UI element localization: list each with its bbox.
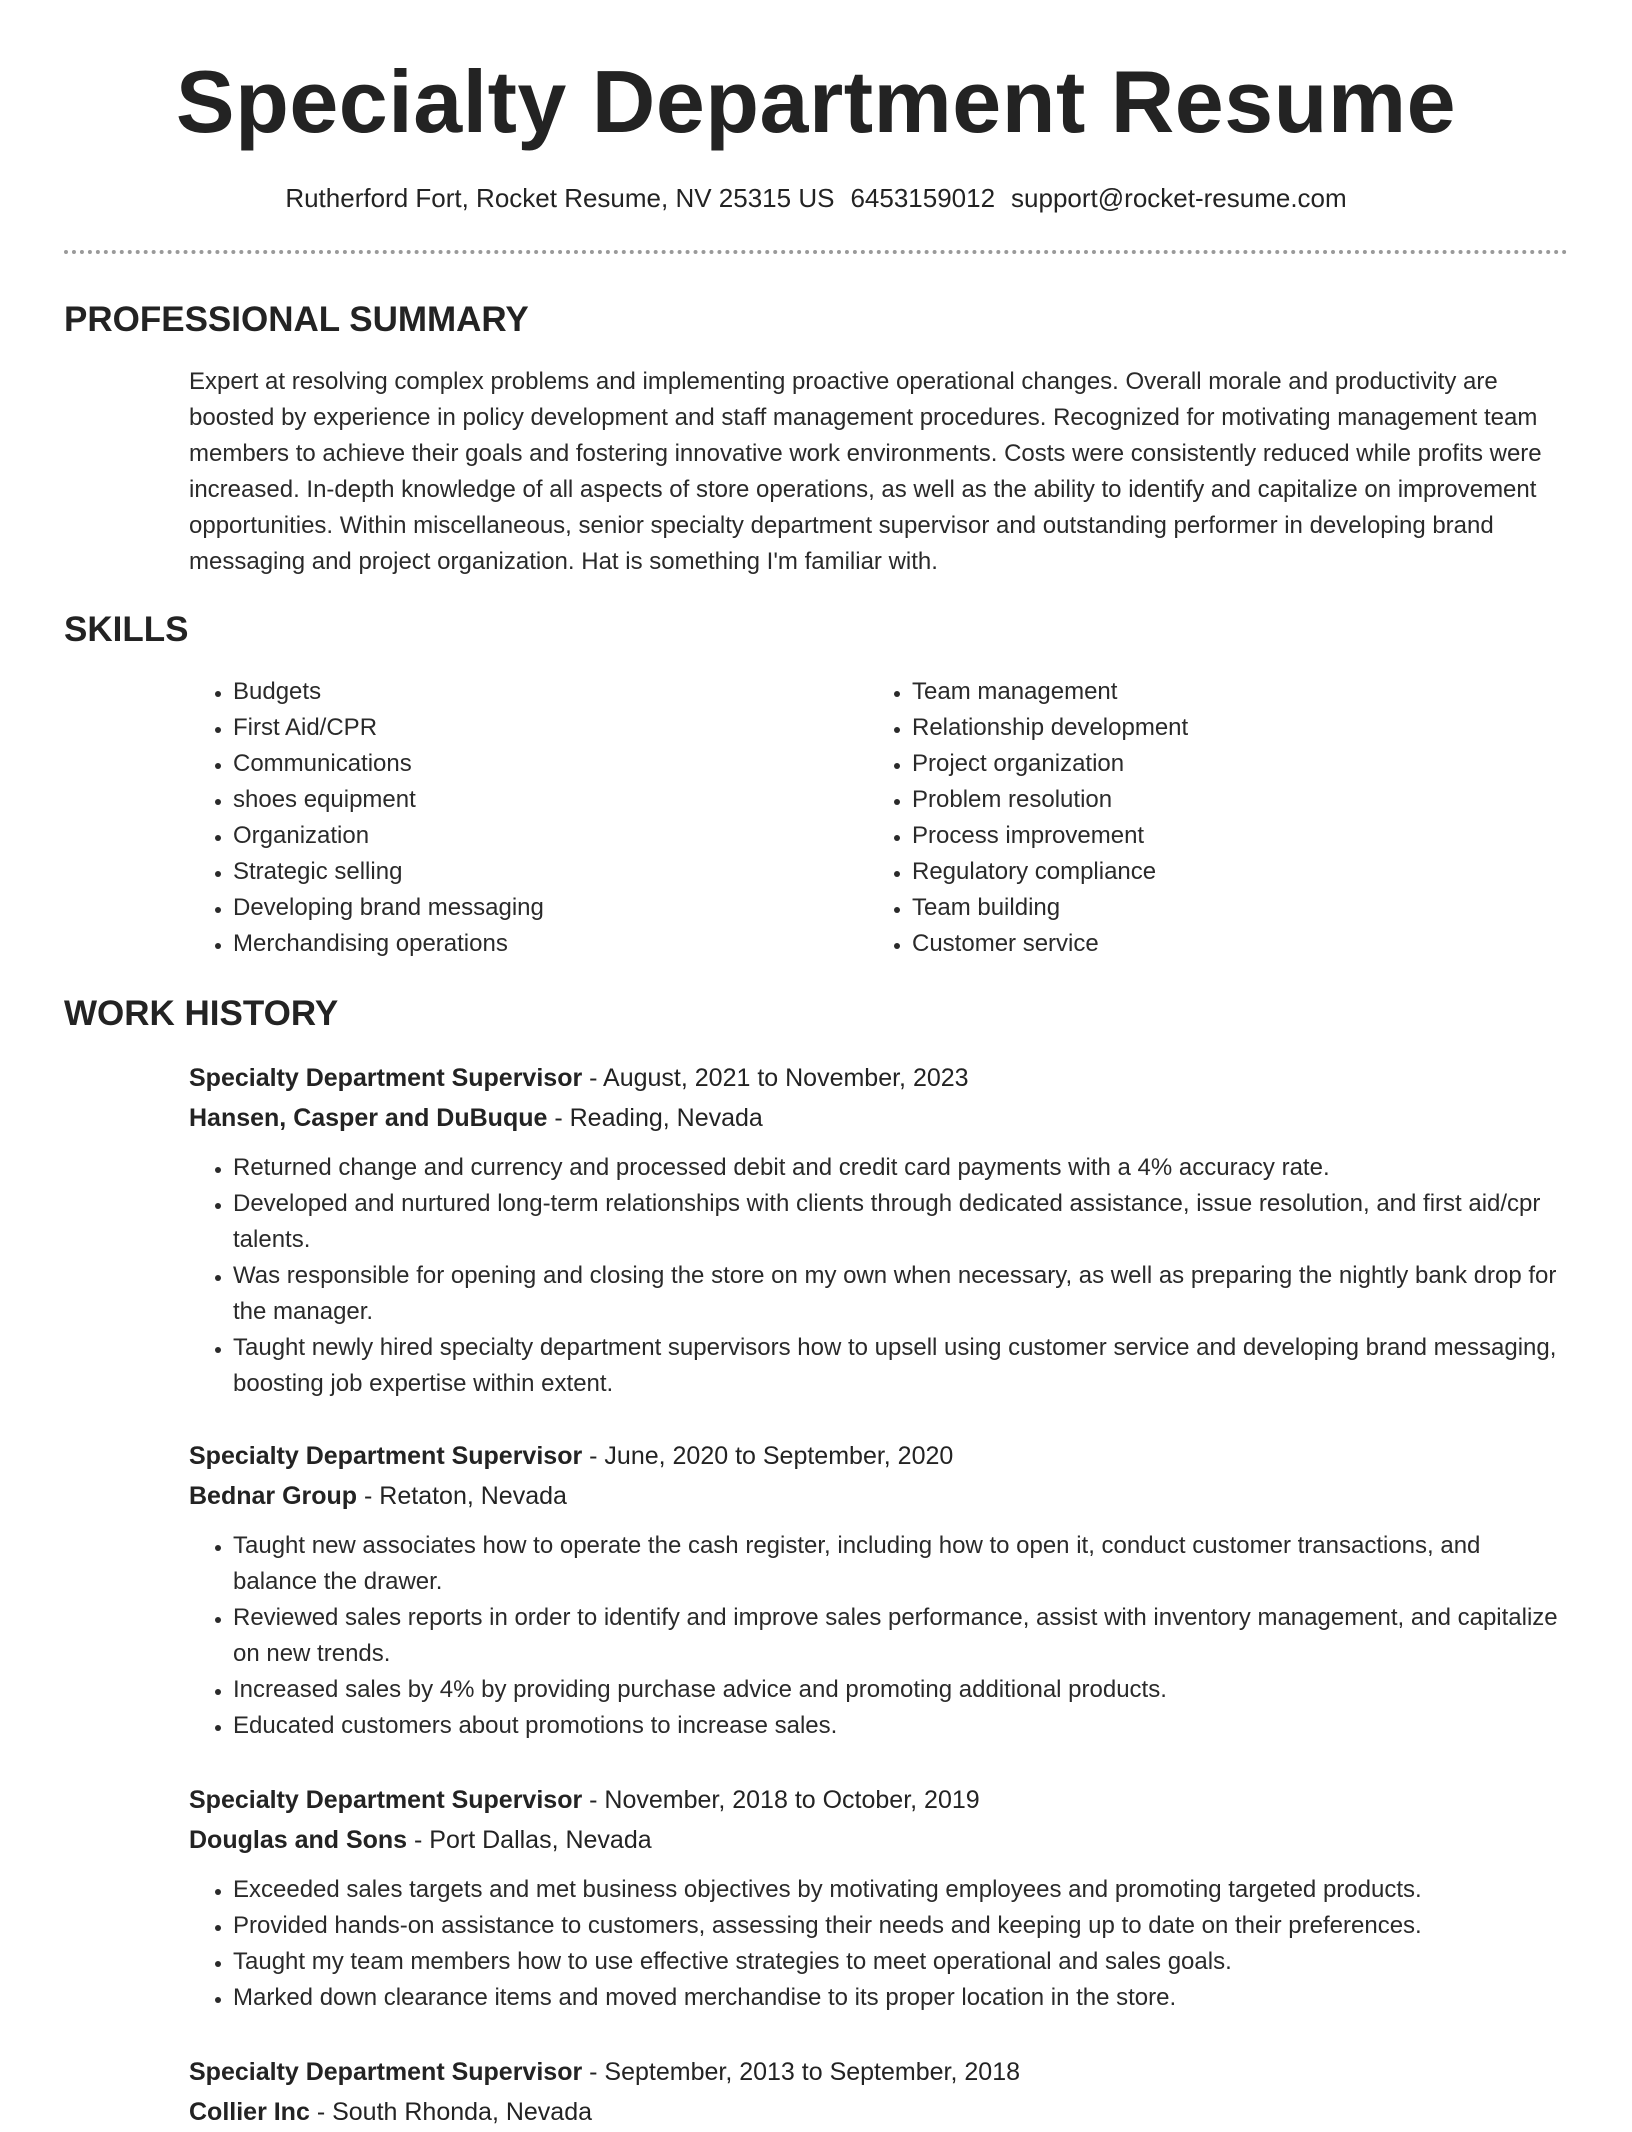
job-dates: - August, 2021 to November, 2023: [582, 1064, 969, 1092]
job-title: Specialty Department Supervisor: [189, 1064, 583, 1092]
job-dates: - September, 2013 to September, 2018: [582, 2058, 1020, 2086]
skill-item: • Developing brand messaging: [233, 890, 853, 926]
skill-item: • Regulatory compliance: [912, 854, 1552, 890]
skills-heading: SKILLS: [64, 610, 189, 649]
job-bullet: • Developed and nurtured long-term relationships with clients through dedicated assistance, issue resolution, and first aid/cpr talents.: [233, 1186, 1569, 1258]
contact-phone: 6453159012: [850, 183, 996, 213]
resume-title: Specialty Department Resume: [175, 52, 1457, 151]
job-bullet: • Exceeded sales targets and met business objectives by motivating employees and promoting targeted products.: [233, 1872, 1569, 1908]
header-divider: [64, 250, 1568, 254]
skill-item: • Relationship development: [912, 710, 1552, 746]
job-company: Hansen, Casper and DuBuque: [189, 1104, 548, 1132]
job-title: Specialty Department Supervisor: [189, 2058, 583, 2086]
job-title: Specialty Department Supervisor: [189, 1786, 583, 1814]
skill-item: • shoes equipment: [233, 782, 853, 818]
skill-item: • Team management: [912, 674, 1552, 710]
job-bullets: [189, 1528, 1569, 1744]
job-bullet: • Taught new associates how to operate the cash register, including how to open it, conduct customer transactions, and balance the drawer.: [233, 1528, 1569, 1600]
job-bullet: • Educated customers about promotions to increase sales.: [233, 1708, 1569, 1744]
skill-item: • Problem resolution: [912, 782, 1552, 818]
job-title-line: [189, 2052, 1569, 2092]
skill-item: • Budgets: [233, 674, 853, 710]
job-bullet: • Taught newly hired specialty department supervisors how to upsell using customer service and developing brand messaging, boosting job expertise within extent.: [233, 1330, 1569, 1402]
job-bullets: [189, 1872, 1569, 2016]
job-title-line: [189, 1058, 1569, 1098]
job-company: Bednar Group: [189, 1482, 358, 1510]
contact-email: support@rocket-resume.com: [1011, 183, 1347, 213]
job-entry: [189, 1058, 1569, 1402]
skill-item: • Customer service: [912, 926, 1552, 962]
job-location: - Retaton, Nevada: [357, 1482, 567, 1510]
job-bullets: [189, 1150, 1569, 1402]
job-title-line: [189, 1780, 1569, 1820]
skill-item: • Communications: [233, 746, 853, 782]
skill-item: • Strategic selling: [233, 854, 853, 890]
job-location: - South Rhonda, Nevada: [309, 2098, 593, 2126]
contact-line: [0, 180, 1632, 216]
skills-list-left: [189, 674, 853, 962]
job-company: Douglas and Sons: [189, 1826, 408, 1854]
job-dates: - June, 2020 to September, 2020: [582, 1442, 954, 1470]
job-title-line: [189, 1436, 1569, 1476]
job-bullet: • Returned change and currency and processed debit and credit card payments with a 4% accuracy rate.: [233, 1150, 1569, 1186]
summary-heading: PROFESSIONAL SUMMARY: [64, 300, 529, 339]
job-bullet: • Reviewed sales reports in order to identify and improve sales performance, assist with inventory management, and capitalize on new trends.: [233, 1600, 1569, 1672]
job-title: Specialty Department Supervisor: [189, 1442, 583, 1470]
skill-item: • Team building: [912, 890, 1552, 926]
job-bullet: • Marked down clearance items and moved merchandise to its proper location in the store.: [233, 1980, 1569, 2016]
job-dates: - November, 2018 to October, 2019: [582, 1786, 980, 1814]
job-bullet: • Taught my team members how to use effective strategies to meet operational and sales goals.: [233, 1944, 1569, 1980]
contact-address: Rutherford Fort, Rocket Resume, NV 25315 US: [285, 183, 835, 213]
job-company: Collier Inc: [189, 2098, 310, 2126]
job-company-line: [189, 1098, 1569, 1138]
job-company-line: [189, 2092, 1569, 2132]
work-heading: WORK HISTORY: [64, 994, 339, 1033]
skill-item: • Process improvement: [912, 818, 1552, 854]
skill-item: • Organization: [233, 818, 853, 854]
summary-text: Expert at resolving complex problems and implementing proactive operational changes. Overall morale and productivity are boosted by experience in policy development and staff management procedures. Recognized for motivating management team members to achieve their goals and fostering innovative work environments. Costs were consistently reduced while profits were increased. In-depth knowledge of all aspects of store operations, as well as the ability to identify and capitalize on improvement opportunities. Within miscellaneous, senior specialty department supervisor and outstanding performer in developing brand messaging and project organization. Hat is something I'm familiar with.: [189, 368, 1542, 575]
job-bullet: • Was responsible for opening and closing the store on my own when necessary, as well as preparing the nightly bank drop for the manager.: [233, 1258, 1569, 1330]
skill-item: • First Aid/CPR: [233, 710, 853, 746]
job-entry: [189, 2052, 1569, 2132]
job-entry: [189, 1780, 1569, 2016]
job-location: - Port Dallas, Nevada: [407, 1826, 652, 1854]
job-entry: [189, 1436, 1569, 1744]
job-location: - Reading, Nevada: [547, 1104, 763, 1132]
skills-list-right: [868, 674, 1552, 962]
skill-item: • Merchandising operations: [233, 926, 853, 962]
job-bullet: • Increased sales by 4% by providing purchase advice and promoting additional products.: [233, 1672, 1569, 1708]
job-bullet: • Provided hands-on assistance to customers, assessing their needs and keeping up to date on their preferences.: [233, 1908, 1569, 1944]
job-company-line: [189, 1820, 1569, 1860]
job-company-line: [189, 1476, 1569, 1516]
skill-item: • Project organization: [912, 746, 1552, 782]
